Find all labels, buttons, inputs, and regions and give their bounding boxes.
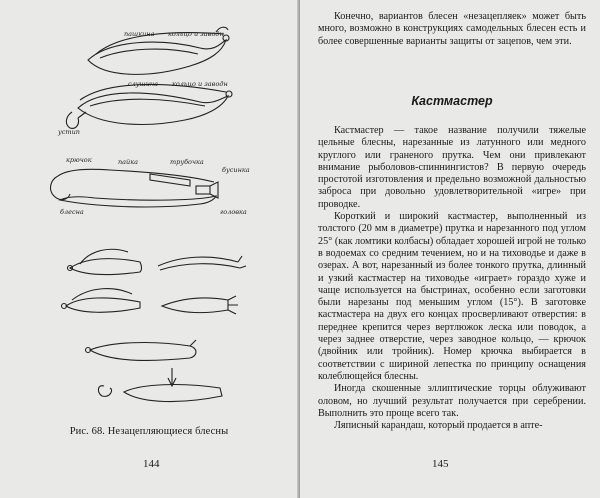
page-number-left: 144 [143, 458, 160, 470]
figure-caption: Рис. 68. Незацепляющиеся блесны [69, 426, 229, 437]
rig-line [58, 169, 214, 182]
label-rig-tube: трубочка [170, 158, 204, 166]
label-pod2-hook: устип [58, 128, 80, 136]
label-pod2-ring: кольцо и заводн [172, 80, 228, 88]
section-heading: Кастмастер [411, 94, 493, 108]
label-rig-blade: блесна [60, 208, 84, 216]
intro-paragraph [318, 11, 586, 48]
paragraph: Кастмастер — такое название получили тяжелые цельные блесны, нарезанные из латунного или медного круглого или граненого прутка. Чем они привлекают внимание рыболовов-спиннингистов? В первую очередь простотой изготовления и предельно возможной дальностью заброса при довольно удовлетворительной «игре» при проводке. [318, 125, 586, 210]
label-pod1-ring: кольцо и заводн [168, 30, 224, 38]
intro-text: Конечно, вариантов блесен «незацепляек» может быть много, возможно в конструкциях самодельных блесен есть и более совершенные варианты защиты от зацепов, чем эти. [318, 11, 586, 47]
paragraph: Короткий и широкий кастмастер, выполненный из толстого (20 мм в диаметре) прутка и нарезанного под углом 25° (как ломтики колбасы) обладает хорошей игрой не только в водоемах со средним течением, но и на тиховодье и даже в озерах. А вот, нарезанный из более тонкого прутка, длинный и узкий кастмастер на тиховодье «играет» гораздо хуже и чаще используется на быстринах, особенно если заготовки были нарезаны под меньшим углом (15°). В заготовке кастмастера на двух его концах просверливают отверстия: в переднее крепится через вертлюжок леска или поводок, а через заднее отверстие, через заводное кольцо, — крючок (двойник или тройник). Номер крючка выбирается в соответствии с шириной лепестка по принципу оснащения колеблющейся блесны. [318, 211, 586, 382]
lure-4 [158, 257, 238, 266]
lure-7 [90, 343, 196, 361]
label-rig-line: пайка [118, 158, 139, 166]
lure-figure [0, 0, 298, 420]
rig-hook [51, 176, 70, 200]
label-rig-bead: бусинка [222, 166, 250, 174]
lure-8 [124, 385, 222, 402]
lure-2-body [78, 93, 228, 125]
lure-5 [66, 298, 140, 312]
left-page [0, 0, 298, 498]
label-pod2-top: слушина [128, 80, 159, 88]
label-rig-hook: крючок [66, 156, 92, 164]
page-number-right: 145 [432, 458, 449, 470]
lure-3 [70, 259, 142, 275]
body-text [318, 125, 586, 432]
paragraph: Иногда скошенные эллиптические торцы облуживают оловом, но лучший результат получается при серебрении. Выполнить это проще всего так. [318, 383, 586, 419]
rig-tube [150, 174, 190, 186]
lure-1-body [88, 40, 226, 74]
lure-6 [162, 298, 228, 313]
lure-1-inner [100, 49, 198, 58]
rig-blade [60, 196, 216, 207]
label-pod1-loops: пашкина [124, 30, 155, 38]
paragraph: Ляписный карандаш, который продается в апте- [334, 420, 543, 432]
label-rig-head: головка [220, 208, 247, 216]
